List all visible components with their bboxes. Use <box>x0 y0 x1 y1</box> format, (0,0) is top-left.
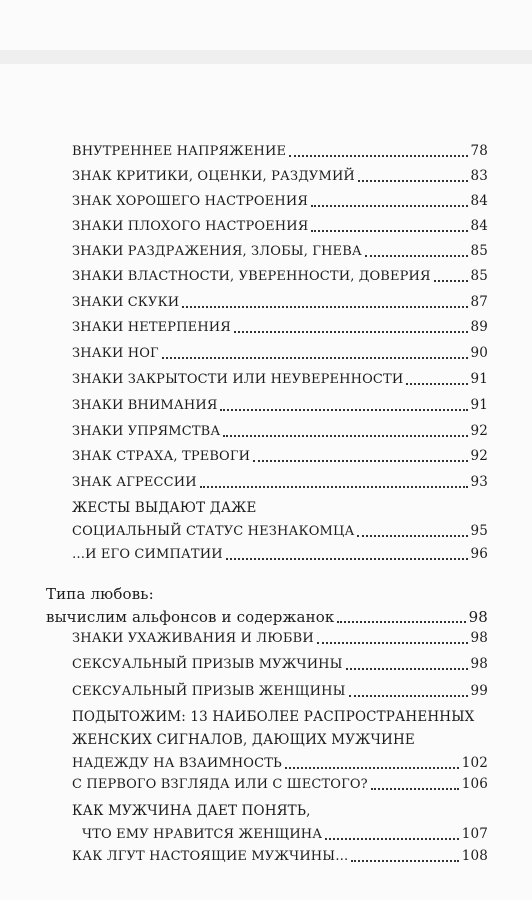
toc-entry-title: ЗНАКИ НЕТЕРПЕНИЯ <box>72 320 231 335</box>
toc-leader-dots <box>317 642 468 644</box>
toc-entry[interactable] <box>72 845 488 868</box>
toc-entry-title: ЗНАКИ УПРЯМСТВА <box>72 424 221 439</box>
toc-leader-dots <box>226 558 468 560</box>
toc-entry[interactable] <box>72 316 488 339</box>
toc-entry-page: 90 <box>470 345 488 361</box>
toc-entry[interactable] <box>72 706 488 775</box>
toc-entry-title: ЗНАКИ ВЛАСТНОСТИ, УВЕРЕННОСТИ, ДОВЕРИЯ <box>72 269 431 284</box>
toc-entry-page: 85 <box>470 268 488 284</box>
toc-entry[interactable] <box>72 420 488 443</box>
toc-section-page: 98 <box>468 608 488 626</box>
toc-entry-page: 93 <box>470 474 488 490</box>
toc-leader-dots <box>371 788 459 790</box>
toc-entry[interactable] <box>72 445 488 468</box>
toc-entry[interactable] <box>72 471 488 494</box>
toc-entry[interactable] <box>72 265 488 288</box>
toc-entry-title: ЗНАКИ СКУКИ <box>72 295 180 310</box>
toc-entry-title: ЗНАКИ РАЗДРАЖЕНИЯ, ЗЛОБЫ, ГНЕВА <box>72 244 362 259</box>
toc-entry-title: ЗНАК КРИТИКИ, ОЦЕНКИ, РАЗДУМИЙ <box>72 169 355 184</box>
toc-entry[interactable] <box>72 627 488 650</box>
toc-section-title-line1: Типа любовь: <box>46 585 154 603</box>
toc-entry-page: 92 <box>470 423 488 439</box>
toc-leader-dots <box>365 255 468 257</box>
toc-entry[interactable] <box>72 653 488 676</box>
toc-leader-dots <box>311 230 467 232</box>
toc-leader-dots <box>434 280 468 282</box>
toc-leader-dots <box>234 331 468 333</box>
toc-entry[interactable] <box>72 140 488 163</box>
toc-entry[interactable] <box>72 680 488 703</box>
toc-entry-title: НАДЕЖДУ НА ВЗАИМНОСТЬ <box>72 756 282 771</box>
toc-leader-dots <box>311 205 468 207</box>
toc-entry[interactable] <box>72 291 488 314</box>
toc-entry-title-line1: ПОДЫТОЖИМ: 13 НАИБОЛЕЕ РАСПРОСТРАНЕННЫХ <box>72 709 475 725</box>
toc-entry[interactable] <box>72 394 488 417</box>
toc-leader-dots <box>182 306 467 308</box>
toc-entry-page: 107 <box>461 826 488 842</box>
toc-entry-title: ВНУТРЕННЕЕ НАПРЯЖЕНИЕ <box>72 144 287 159</box>
toc-entry-title: ЗНАКИ УХАЖИВАНИЯ И ЛЮБВИ <box>72 631 314 646</box>
toc-leader-dots <box>349 695 468 697</box>
toc-section-title: вычислим альфонсов и содержанок <box>46 608 335 626</box>
toc-entry-title-line1: ЖЕСТЫ ВЫДАЮТ ДАЖЕ <box>72 500 257 516</box>
toc-entry-page: 84 <box>470 218 488 234</box>
toc-entry[interactable] <box>72 240 488 263</box>
toc-leader-dots <box>406 383 467 385</box>
toc-entry-title: СЕКСУАЛЬНЫЙ ПРИЗЫВ ЖЕНЩИНЫ <box>72 684 346 699</box>
toc-entry-title: ЗНАК ХОРОШЕГО НАСТРОЕНИЯ <box>72 194 308 209</box>
toc-entry-page: 84 <box>470 193 488 209</box>
toc-entry-title-line1: КАК МУЖЧИНА ДАЕТ ПОНЯТЬ, <box>72 803 311 819</box>
toc-entry[interactable] <box>72 543 488 566</box>
toc-section[interactable] <box>46 583 488 629</box>
toc-entry[interactable] <box>72 190 488 213</box>
toc-leader-dots <box>223 435 467 437</box>
toc-leader-dots <box>253 460 467 462</box>
toc-entry-title: …И ЕГО СИМПАТИИ <box>72 547 223 562</box>
toc-entry-title: С ПЕРВОГО ВЗГЛЯДА ИЛИ С ШЕСТОГО? <box>72 777 368 792</box>
toc-leader-dots <box>289 155 467 157</box>
toc-entry[interactable] <box>72 800 488 846</box>
toc-entry-page: 98 <box>470 630 488 646</box>
toc-leader-dots <box>200 486 468 488</box>
toc-entry-title: СОЦИАЛЬНЫЙ СТАТУС НЕЗНАКОМЦА <box>72 524 355 539</box>
toc-leader-dots <box>162 357 468 359</box>
toc-entry-title: СЕКСУАЛЬНЫЙ ПРИЗЫВ МУЖЧИНЫ <box>72 657 343 672</box>
toc-entry-title-line2: ЖЕНСКИХ СИГНАЛОВ, ДАЮЩИХ МУЖЧИНЕ <box>72 732 415 748</box>
toc-entry[interactable] <box>72 215 488 238</box>
toc-leader-dots <box>285 767 459 769</box>
toc-entry-page: 98 <box>470 656 488 672</box>
toc-entry-page: 89 <box>470 319 488 335</box>
toc-entry-page: 91 <box>470 371 488 387</box>
toc-leader-dots <box>358 180 468 182</box>
toc-entry[interactable] <box>72 342 488 365</box>
toc-entry-page: 92 <box>470 448 488 464</box>
toc-entry-title: КАК ЛГУТ НАСТОЯЩИЕ МУЖЧИНЫ… <box>72 849 349 864</box>
toc-entry-title: ЗНАКИ ВНИМАНИЯ <box>72 398 218 413</box>
toc-entry-title: ЧТО ЕМУ НРАВИТСЯ ЖЕНЩИНА <box>82 827 323 842</box>
toc-entry-page: 91 <box>470 397 488 413</box>
toc-leader-dots <box>351 860 458 862</box>
toc-entry-page: 83 <box>470 168 488 184</box>
toc-entry-title: ЗНАКИ ЗАКРЫТОСТИ ИЛИ НЕУВЕРЕННОСТИ <box>72 372 404 387</box>
toc-entry-title: ЗНАКИ НОГ <box>72 346 159 361</box>
toc-entry-title: ЗНАКИ ПЛОХОГО НАСТРОЕНИЯ <box>72 219 309 234</box>
toc-entry-page: 108 <box>461 848 488 864</box>
toc-entry-page: 96 <box>470 546 488 562</box>
toc-entry-title: ЗНАК АГРЕССИИ <box>72 475 197 490</box>
toc-leader-dots <box>346 668 468 670</box>
toc-entry-page: 78 <box>470 143 488 159</box>
toc-entry-title: ЗНАК СТРАХА, ТРЕВОГИ <box>72 449 251 464</box>
toc-entry[interactable] <box>72 773 488 796</box>
toc-entry[interactable] <box>72 368 488 391</box>
toc-entry-page: 87 <box>470 294 488 310</box>
toc-entry-page: 102 <box>461 755 488 771</box>
toc-entry-page: 95 <box>470 523 488 539</box>
toc-leader-dots <box>325 838 458 840</box>
toc-entry-page: 106 <box>461 776 488 792</box>
toc-leader-dots <box>357 535 467 537</box>
toc-entry[interactable] <box>72 497 488 543</box>
toc-leader-dots <box>337 621 465 623</box>
toc-entry[interactable] <box>72 165 488 188</box>
toc-entry-page: 99 <box>470 683 488 699</box>
toc-leader-dots <box>220 409 467 411</box>
toc-entry-page: 85 <box>470 243 488 259</box>
